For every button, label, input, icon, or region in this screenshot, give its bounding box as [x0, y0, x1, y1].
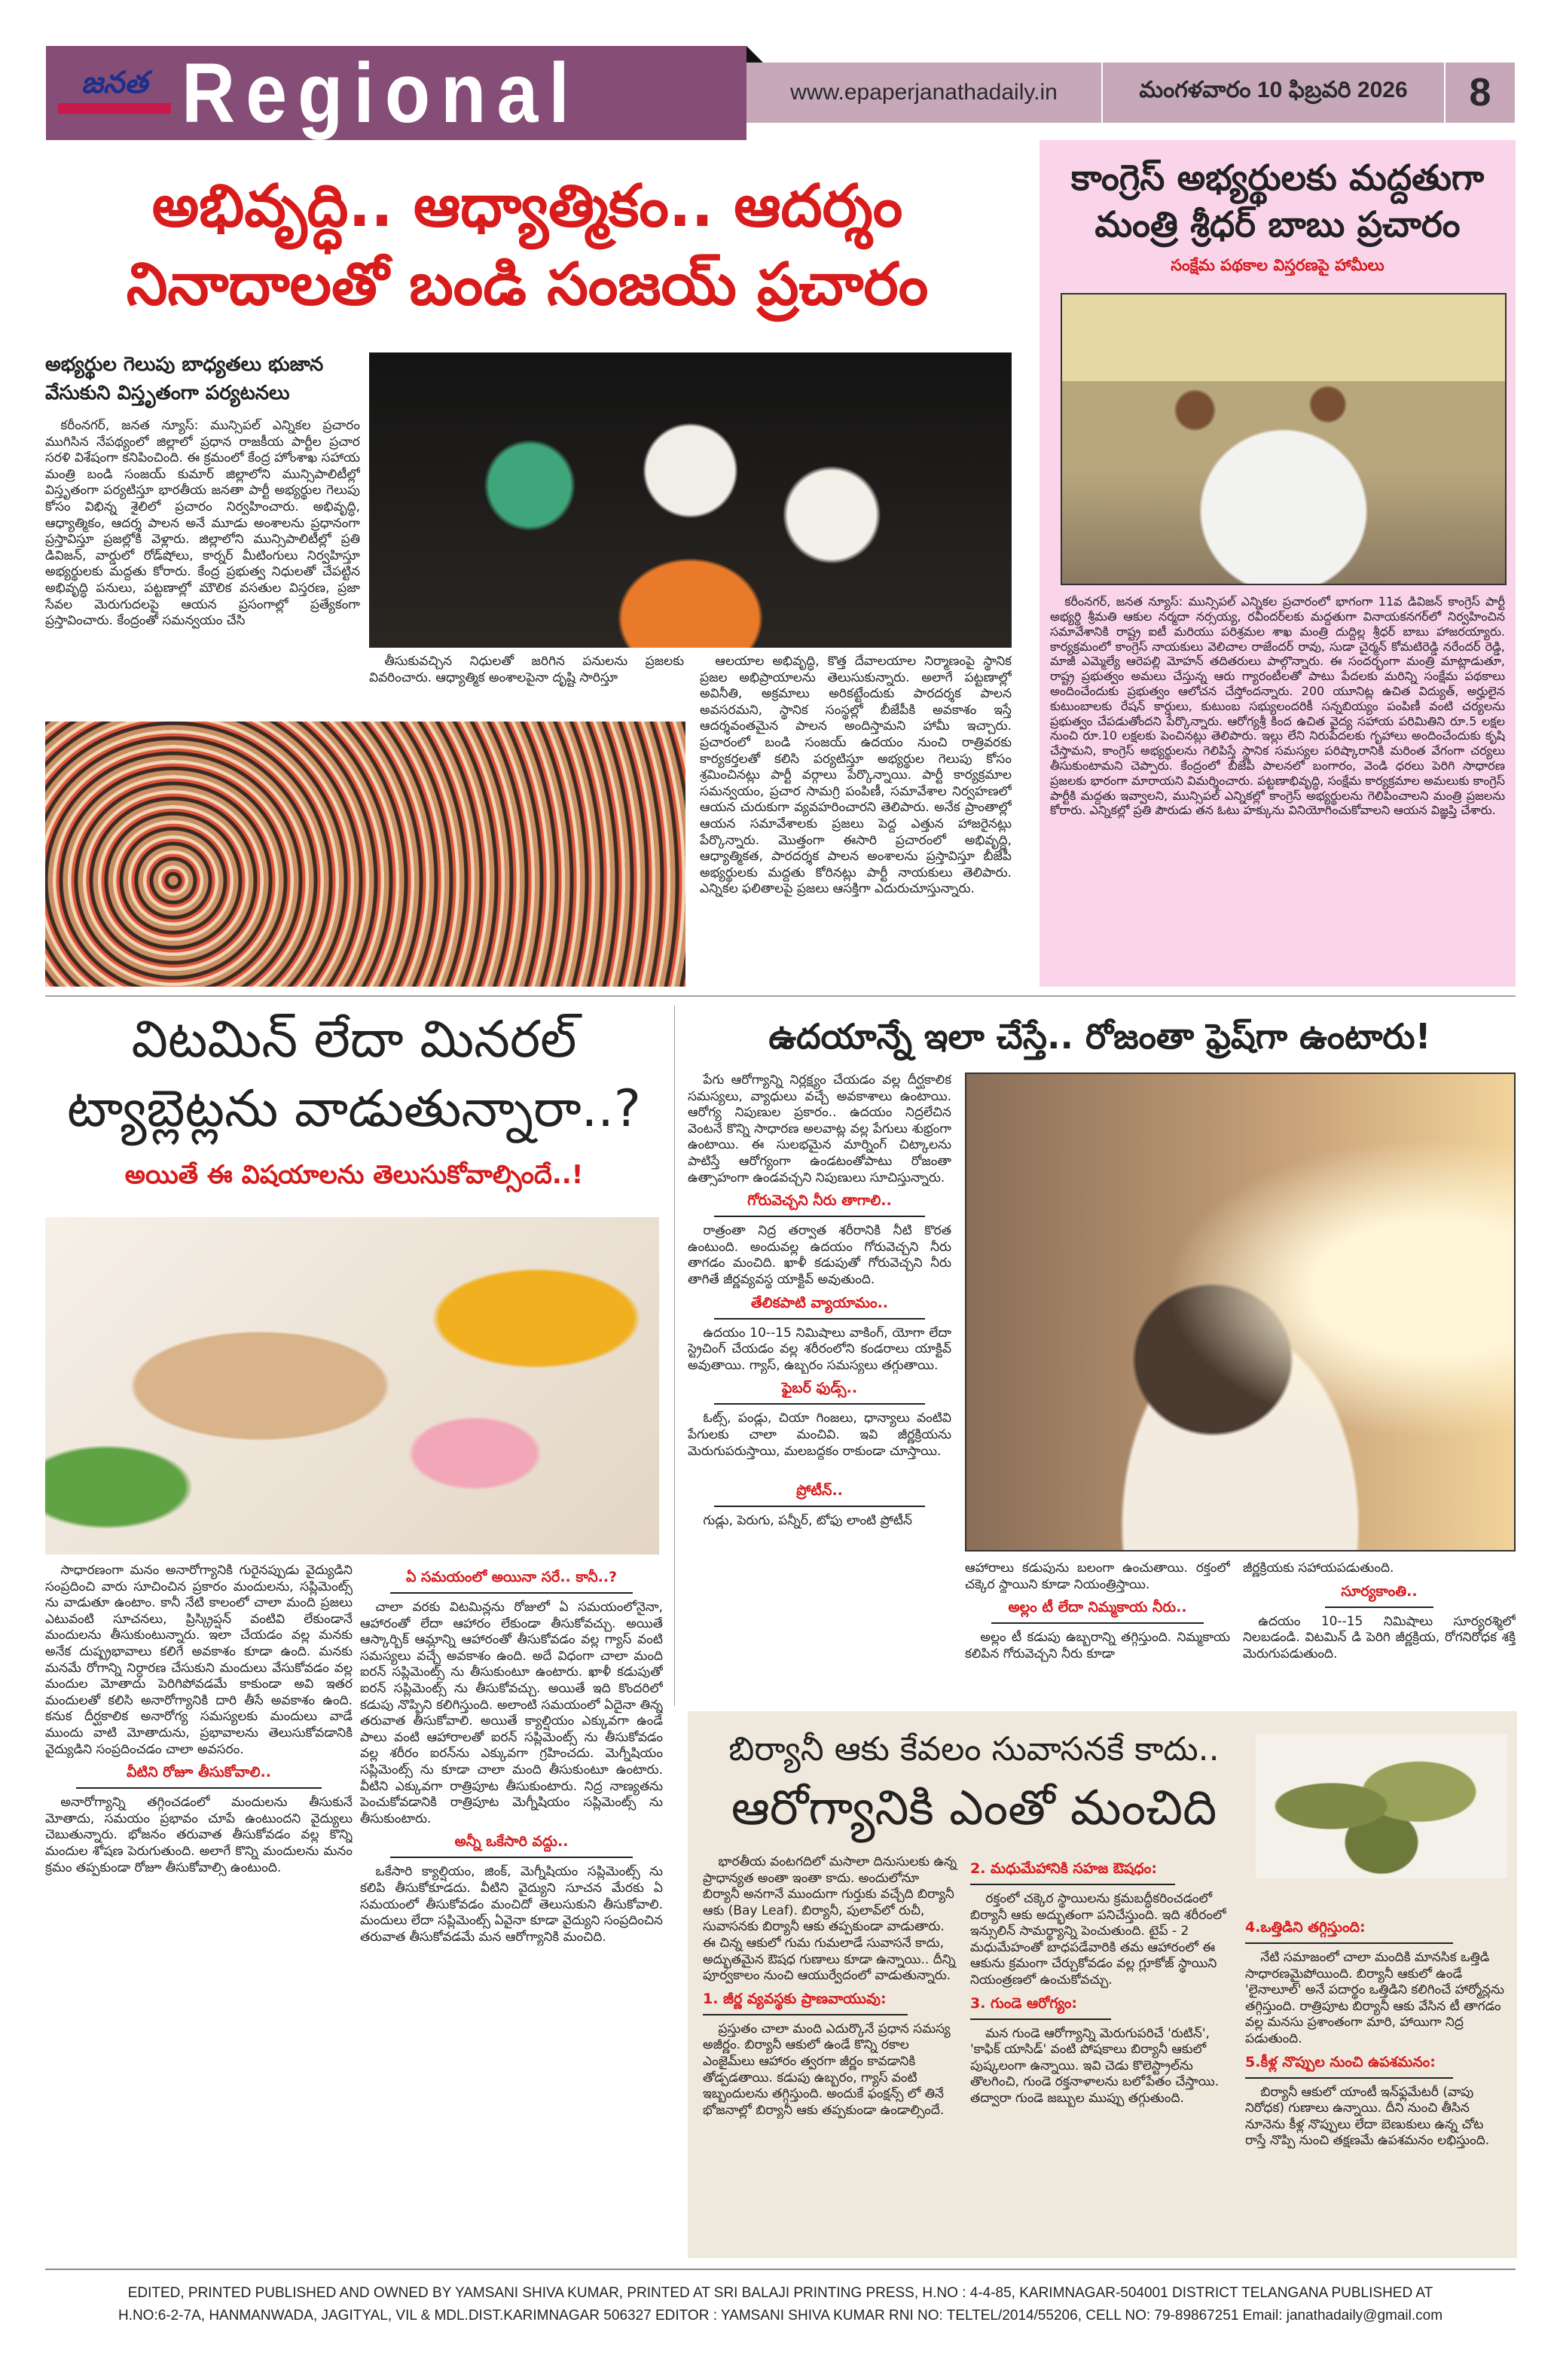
section-heading: ఫైబర్ ఫుడ్స్.. — [714, 1380, 925, 1405]
header-strip — [746, 63, 1515, 123]
vitamin-col2 — [360, 1563, 663, 2256]
paragraph: అల్లం టీ కడుపు ఉబ్బరాన్ని తగ్గిస్తుంది. నిమ్మకాయ కలిపిన గోరువెచ్చని నీరు కూడా — [965, 1630, 1230, 1661]
vitamin-col1 — [45, 1563, 353, 2256]
paragraph: ఓట్స్, పండ్లు, చియా గింజలు, ధాన్యాలు వంటివి పేగులకు చాలా మంచివి. ఇవి జీర్ణక్రియను మెరుగుపరుస్తాయి, మలబద్ధకం రాకుండా చూస్తాయి. — [688, 1411, 951, 1459]
headline-line: మంత్రి శ్రీధర్ బాబు ప్రచారం — [1094, 204, 1461, 246]
morning-col1 — [688, 1073, 951, 1698]
minister-sridhar-babu-photo — [1061, 293, 1507, 585]
section-heading: 2. మధుమేహానికి సహజ ఔషధం: — [970, 1860, 1175, 1885]
section-heading: ఏ సమయంలో అయినా సరే.. కానీ..? — [390, 1569, 633, 1594]
congress-subheading: సంక్షేమ పథకాల విస్తరణపై హామీలు — [1171, 256, 1385, 274]
imprint-line: EDITED, PRINTED PUBLISHED AND OWNED BY YAMSANI SHIVA KUMAR, PRINTED AT SRI BALAJI PRINTING PRESS, H.NO : 4-4-85, KARIMNAGAR-504001 DISTRICT TELANGANA PUBLISHED AT — [127, 2285, 1433, 2301]
section-title: Regional — [182, 46, 580, 140]
congress-body: కరీంనగర్, జనత న్యూస్: మున్సిపల్ ఎన్నికల ప్రచారంలో భాగంగా 11వ డివిజన్ కాంగ్రెస్ పార్టీ అభ్యర్థి శ్రీమతి ఆకుల నర్మదా నర్సయ్య, రవీందర్‌లకు మద్దతుగా వినాయకనగర్‌లో నిర్వహించిన సమావేశానికి రాష్ట్ర ఐటీ మరియు పరిశ్రమల శాఖ మంత్రి దుద్దిల్ల శ్రీధర్ బాబు హాజరయ్యారు. కార్యక్రమంలో కాంగ్రెస్ నాయకులు వెలిచాల రాజేందర్ రావు, సుడా చైర్మన్ కోమటిరెడ్డి నరేందర్ రెడ్డి, మాజీ ఎమ్మెల్యే ఆరెపల్లి మోహన్ తదితరులు పాల్గొన్నారు. ఈ సందర్భంగా మంత్రి మాట్లాడుతూ, రాష్ట్ర ప్రభుత్వం అమలు చేస్తున్న ఆరు గ్యారంటీలతో పాటు పేదలకు మరిన్ని సంక్షేమ పథకాలు అందించేందుకు ప్రభుత్వం ఆలోచన చేస్తోందన్నారు. 200 యూనిట్ల ఉచిత విద్యుత్, అర్హులైన కుటుంబాలకు రేషన్ కార్డులు, కుటుంబ సభ్యులందరికీ సన్నబియ్యం పంపిణీ వంటి చర్యలను ప్రభుత్వం చేపడుతోందని పేర్కొన్నారు. ఆరోగ్యశ్రీ కింద ఉచిత వైద్య సహాయ పరిమితిని రూ.5 లక్షల నుంచి రూ.10 లక్షలకు పెంచినట్లు తెలిపారు. ఇల్లు లేని నిరుపేదలకు గృహాలు అందించేందుకు కృషి చేస్తామని, కాంగ్రెస్ అభ్యర్థులను గెలిపిస్తే స్థానిక సమస్యల పరిష్కారానికి మరింత వేగంగా చర్యలు తీసుకుంటామని చెప్పారు. కేంద్రంలో బీజేపీ పాలనలో బంగారం, వెండి ధరలు పెరిగి సాధారణ ప్రజలకు భారంగా మారాయని విమర్శించారు. పట్టణాభివృద్ధి, సంక్షేమ కార్యక్రమాల అమలుకు కాంగ్రెస్ పార్టీకి మద్దతు ఇవ్వాలని, మున్సిపల్ ఎన్నికల్లో కాంగ్రెస్ అభ్యర్థులను గెలిపించాలని మంత్రి ప్రజలను కోరారు. ఎన్నికల్లో ప్రతి పౌరుడు తన ఓటు హక్కును వినియోగించుకోవాలని ఆయన విజ్ఞప్తి చేశారు. — [1050, 594, 1505, 818]
headline-line: బిర్యానీ ఆకు కేవలం సువాసనకే కాదు.. — [728, 1730, 1220, 1768]
paragraph: ఉదయం 10--15 నిమిషాలు సూర్యరశ్మిలో నిలబడండి. విటమిన్ డి పెరిగి జీర్ణక్రియ, రోగనిరోధక శక్తి మెరుగుపడుతుంది. — [1243, 1613, 1516, 1661]
footer-rule — [45, 2269, 1516, 2270]
paragraph: ఒకేసారి క్యాల్షియం, జింక్, మెగ్నీషియం సప్లిమెంట్స్ ను కలిపి తీసుకోకూడదు. వీటిని వైద్యుని సూచన మేరకు ఏ సమయంలో తీసుకోవడం మంచిదో తెలుసుకుని తీసుకోవాలి. మందులు లేదా సప్లిమెంట్స్ ఏవైనా కూడా వైద్యుని సంప్రదించిన తరువాత తీసుకోవడమే మన ఆరోగ్యానికి మంచిది. — [360, 1864, 663, 1945]
paragraph: జీర్ణక్రియకు సహాయపడుతుంది. — [1243, 1561, 1394, 1576]
section-heading: వీటిని రోజూ తీసుకోవాలి.. — [76, 1764, 322, 1789]
section-heading: 1. జీర్ణ వ్యవస్థకు ప్రాణవాయువు: — [703, 1991, 908, 2015]
bjp-body-col1: కరీంనగర్, జనత న్యూస్: మున్సిపల్ ఎన్నికల ప్రచారం ముగిసిన నేపథ్యంలో జిల్లాలో ప్రధాన రాజకీయ పార్టీల ప్రచార సరళి విశేషంగా కనిపించింది. ఈ క్రమంలో కేంద్ర హోంశాఖ సహాయ మంత్రి బండి సంజయ్ కుమార్ జిల్లాలోని మున్సిపాలిటీల్లో విస్తృతంగా పర్యటిస్తూ భారతీయ జనతా పార్టీ అభ్యర్థుల గెలుపు కోసం విభిన్న శైలిలో ప్రచారం నిర్వహించారు. అభివృద్ధి, ఆధ్యాత్మికం, ఆదర్శ పాలన అనే మూడు అంశాలను ప్రధానంగా ప్రస్తావిస్తూ ప్రజల్లోకి వెళ్లారు. జిల్లాలోని మున్సిపాలిటీల్లో ప్రతి డివిజన్, వార్డులో రోడ్‌షోలు, కార్నర్ మీటింగులు నిర్వహిస్తూ అభ్యర్థులకు మద్దతు కోరారు. కేంద్ర ప్రభుత్వ నిధులతో చేపట్టిన అభివృద్ధి పనులు, పట్టణాల్లో మౌలిక వసతుల విస్తరణ, ప్రజా సేవల మెరుగుదలపై ఆయన ప్రసంగాల్లో ప్రత్యేకంగా ప్రస్తావించారు. కేంద్రంతో సమన్వయం చేసి — [45, 418, 360, 629]
section-heading: 3. గుండె ఆరోగ్యం: — [970, 1995, 1111, 2020]
bay-leaves-photo — [1256, 1734, 1507, 1878]
section-heading: ప్రోటీన్.. — [714, 1482, 925, 1507]
paragraph: రాత్రంతా నిద్ర తర్వాత శరీరానికి నీటి కొరత ఉంటుంది. అందువల్ల ఉదయం గోరువెచ్చని నీరు తాగడం మంచిది. ఖాళీ కడుపుతో గోరువెచ్చని నీరు తాగితే జీర్ణవ్యవస్థ యాక్టివ్ అవుతుంది. — [688, 1223, 951, 1287]
paragraph: ఉదయం 10--15 నిమిషాలు వాకింగ్, యోగా లేదా స్ట్రెచింగ్ చేయడం వల్ల శరీరంలోని కండరాలు యాక్టివ్ అవుతాయి. గ్యాస్, ఉబ్బరం సమస్యలు తగ్గుతాయి. — [688, 1325, 951, 1373]
paragraph: చాలా వరకు విటమిన్లను రోజులో ఏ సమయంలోనైనా, ఆహారంతో లేదా ఆహారం లేకుండా తీసుకోవచ్చు. అయితే ఆస్కార్బిక్ ఆమ్లాన్ని ఆహారంతో తీసుకోవడం వల్ల గ్యాస్ వంటి సమస్యలు వచ్చే అవకాశం ఉంది. అదే విధంగా చాలా మంది ఐరన్ సప్లిమెంట్స్ ను తీసుకుంటూ ఉంటారు. ఖాళీ కడుపుతో ఐరన్ సప్లిమెంట్స్ ను తీసుకోవచ్చు. అయితే ఇది కొందరిలో కడుపు నొప్పిని కలిగిస్తుంది. అలాంటి సమయంలో ఏదైనా తిన్న తరువాత తీసుకోవాలి. అయితే క్యాల్షియం ఎక్కువగా ఉండే పాలు వంటి ఆహారాలతో ఐరన్ సప్లిమెంట్స్ ను తీసుకోవడం వల్ల శరీరం ఐరన్‌ను ఎక్కువగా గ్రహించదు. మెగ్నీషియం సప్లిమెంట్స్ ను కూడా చాలా మంది తీసుకుంటూ ఉంటారు. వీటిని ఎక్కువగా రాత్రిపూట తీసుకుంటారు. నిద్ర నాణ్యతను పెంచుకోవడానికి రాత్రిపూట మెగ్నీషియం సప్లిమెంట్స్ ను తీసుకుంటారు. — [360, 1600, 663, 1826]
paragraph: పేగు ఆరోగ్యాన్ని నిర్లక్ష్యం చేయడం వల్ల దీర్ఘకాలిక సమస్యలు, వ్యాధులు వచ్చే అవకాశాలు ఉంటాయి. ఆరోగ్య నిపుణుల ప్రకారం.. ఉదయం నిద్రలేచిన వెంటనే కొన్ని సాధారణ అలవాట్ల వల్ల పేగులు శుభ్రంగా ఉంటాయి. ఈ సులభమైన మార్నింగ్ చిట్కాలను పాటిస్తే ఆరోగ్యంగా ఉండటంతోపాటు రోజంతా ఉత్సాహంగా ఉండవచ్చని నిపుణులు సూచిస్తున్నారు. — [688, 1073, 951, 1185]
issue-date: మంగళవారం 10 ఫిబ్రవరి 2026 — [1103, 63, 1446, 123]
paragraph: ప్రస్తుతం చాలా మంది ఎదుర్కొనే ప్రధాన సమస్య అజీర్ణం. బిర్యానీ ఆకులో ఉండే కొన్ని రకాల ఎంజైమ్‌లు ఆహారం త్వరగా జీర్ణం కావడానికి తోడ్పడతాయి. కడుపు ఉబ్బరం, గ్యాస్ వంటి ఇబ్బందులను తగ్గిస్తుంది. అందుకే ఫంక్షన్స్ లో తినే భోజనాల్లో బిర్యానీ ఆకు తప్పకుండా ఉండాల్సిందే. — [703, 2021, 951, 2118]
paragraph: మన గుండె ఆరోగ్యాన్ని మెరుగుపరిచే 'రుటిన్', 'కాఫిక్ యాసిడ్' వంటి పోషకాలు బిర్యానీ ఆకులో పుష్కలంగా ఉన్నాయి. ఇవి చెడు కొలెస్ట్రాల్‌ను తొలగించి, గుండె రక్తనాళాలను బలోపేతం చేస్తాయి. తద్వారా గుండె జబ్బుల ముప్పు తగ్గుతుంది. — [970, 2025, 1220, 2106]
vitamin-subheading: అయితే ఈ విషయాలను తెలుసుకోవాల్సిందే..! — [124, 1160, 584, 1190]
congress-headline — [1040, 155, 1516, 249]
imprint-line: H.NO:6-2-7A, HANMANWADA, JAGITYAL, VIL & MDL.DIST.KARIMNAGAR 506327 EDITOR : YAMSANI SHIVA KUMAR RNI NO: TELTEL/2014/55206, CELL NO: 79-89867251 Email: janathadaily@gmail.com — [118, 2308, 1443, 2324]
paragraph: అనారోగ్యాన్ని తగ్గించడంలో మందులను తీసుకునే మోతాదు, సమయం ప్రభావం చూపే ఉంటుందని వైద్యులు చెబుతున్నారు. భోజనం తరువాత తీసుకోవడం వల్ల కొన్ని మందుల శోషణ పెరుగుతుంది. అలాగే కొన్ని మందులను మనం క్రమం తప్పకుండా రోజూ తీసుకోవాల్సి ఉంటుంది. — [45, 1795, 353, 1875]
website-link[interactable]: www.epaperjanathadaily.in — [746, 63, 1103, 123]
congress-box — [1040, 140, 1516, 987]
imprint-footer — [45, 2282, 1516, 2327]
morning-col2 — [965, 1561, 1230, 1696]
section-heading: 4.ఒత్తిడిని తగ్గిస్తుంది: — [1245, 1919, 1453, 1944]
headline-line: అభివృద్ధి.. ఆధ్యాత్మికం.. ఆదర్శం — [151, 172, 903, 240]
morning-stretch-photo — [965, 1073, 1516, 1552]
paragraph: రక్తంలో చక్కెర స్థాయిలను క్రమబద్ధీకరించడంలో బిర్యానీ ఆకు అద్భుతంగా పనిచేస్తుంది. ఇది శరీరంలో ఇన్సులిన్ సామర్థ్యాన్ని పెంచుతుంది. టైప్ - 2 మధుమేహంతో బాధపడేవారికి తమ ఆహారంలో ఈ ఆకును క్రమంగా చేర్చుకోవడం వల్ల గ్లూకోజ్ స్థాయిని నియంత్రణలో ఉంచుకోవచ్చు. — [970, 1891, 1226, 1988]
bjp-body-col3: ఆలయాల అభివృద్ధి, కొత్త దేవాలయాల నిర్మాణంపై స్థానిక ప్రజల అభిప్రాయాలను తెలుసుకున్నారు. అలాగే పట్టణాల్లో అవినీతి, అక్రమాలు అరికట్టేందుకు పారదర్శక పాలన అవసరమని, స్థానిక సంస్థల్లో బీజేపీకి అవకాశం ఇస్తే ఆదర్శవంతమైన పాలన అందిస్తామని హామీ ఇచ్చారు. ప్రచారంలో బండి సంజయ్ ఉదయం నుంచి రాత్రివరకు కార్యకర్తలతో కలిసి పర్యటిస్తూ అభ్యర్థుల గెలుపు కోసం శ్రమించినట్లు పార్టీ వర్గాలు పేర్కొన్నాయి. పార్టీ కార్యక్రమాల సమన్వయం, ప్రచార సామగ్రి పంపిణీ, సమావేశాల నిర్వహణలో ఆయన చురుకుగా వ్యవహరించారని తెలిపారు. అనేక ప్రాంతాల్లో ఆయన సమావేశాలకు ప్రజలు పెద్ద ఎత్తున హాజరైనట్లు పేర్కొన్నారు. మొత్తంగా ఈసారి ప్రచారంలో అభివృద్ధి, ఆధ్యాత్మికత, పారదర్శక పాలన అంశాలను ప్రస్తావిస్తూ బీజేపీ అభ్యర్థులకు మద్దతు కోరినట్లు పార్టీ నాయకులు తెలిపారు. ఎన్నికల ఫలితాలపై ప్రజలు ఆసక్తిగా ఎదురుచూస్తున్నారు. — [700, 654, 1012, 897]
section-heading: సూర్యకాంతి.. — [1325, 1583, 1434, 1608]
morning-col3 — [1243, 1561, 1516, 1696]
supplement-capsules-photo — [45, 1217, 659, 1555]
paragraph: నేటి సమాజంలో చాలా మందికి మానసిక ఒత్తిడి సాధారణమైపోయింది. బిర్యానీ ఆకులో ఉండే 'లైనాలూల్' అనే పదార్థం ఒత్తిడిని కలిగించే హార్మోన్లను తగ్గిస్తుంది. రాత్రిపూట బిర్యానీ ఆకు వేసిన టీ తాగడం వల్ల మనసు ప్రశాంతంగా మారి, హాయిగా నిద్ర పడుతుంది. — [1245, 1950, 1504, 2046]
paragraph: భారతీయ వంటగదిలో మసాలా దినుసులకు ఉన్న ప్రాధాన్యత అంతా ఇంతా కాదు. అందులోనూ బిర్యానీ అనగానే ముందుగా గుర్తుకు వచ్చేది బిర్యానీ ఆకు (Bay Leaf). బిర్యానీ, పులావ్‌లో రుచీ, సువాసనకు బిర్యానీ ఆకు తప్పకుండా వాడుతారు. ఈ చిన్న ఆకులో గుమ గుమలాడే సువాసనే కాదు, అద్భుతమైన ఔషధ గుణాలు కూడా ఉన్నాయి.. దీన్ని పూర్వకాలం నుంచి ఆయుర్వేదంలో వాడుతున్నారు. — [703, 1854, 957, 1984]
bjp-headline — [41, 167, 1013, 324]
biryani-col2 — [970, 1854, 1226, 2253]
headline-line: విటమిన్ లేదా మినరల్ — [131, 1010, 577, 1069]
paragraph: గుడ్లు, పెరుగు, పన్నీర్, టోఫు లాంటి ప్రోటీన్ — [703, 1513, 912, 1529]
morning-headline: ఉదయాన్నే ఇలా చేస్తే.. రోజంతా ఫ్రెష్‌గా ఉంటారు! — [768, 1016, 1431, 1057]
page-number: 8 — [1469, 71, 1491, 114]
section-heading: అల్లం టీ లేదా నిమ్మకాయ నీరు.. — [991, 1599, 1204, 1624]
column-divider — [674, 1005, 675, 1706]
bjp-subheading: అభ్యర్థుల గెలుపు బాధ్యతలు భుజాన వేసుకుని విస్తృతంగా పర్యటనలు — [45, 353, 324, 404]
biryani-box — [688, 1711, 1517, 2258]
section-heading: 5.కీళ్ల నొప్పుల నుంచి ఉపశమనం: — [1245, 2054, 1453, 2079]
paragraph: ఆహారాలు కడుపును బలంగా ఉంచుతాయి. రక్తంలో చక్కెర స్థాయిని కూడా నియంత్రిస్తాయి. — [965, 1561, 1230, 1592]
logo-text: జనత — [81, 66, 148, 100]
headline-line: ట్యాబ్లెట్లను వాడుతున్నారా..? — [67, 1079, 641, 1139]
paragraph: బిర్యానీ ఆకులో యాంటీ ఇన్‌ఫ్లమేటరీ (వాపు నిరోధక) గుణాలు ఉన్నాయి. దీని నుంచి తీసిన నూనెను కీళ్ల నొప్పులు లేదా బెణుకులు ఉన్న చోట రాస్తే నొప్పి నుంచి తక్షణమే ఉపశమనం లభిస్తుంది. — [1245, 2084, 1490, 2149]
masthead-corner — [746, 46, 763, 63]
section-heading: గోరువెచ్చని నీరు తాగాలి.. — [714, 1192, 925, 1217]
headline-line: ఆరోగ్యానికి ఎంతో మంచిది — [731, 1780, 1217, 1836]
janatha-logo — [58, 66, 171, 118]
bandi-sanjay-rally-photo — [369, 352, 1012, 648]
crowd-rally-photo — [45, 722, 685, 987]
paragraph: సాధారణంగా మనం అనారోగ్యానికి గురైనప్పుడు వైద్యుడిని సంప్రదించి వారు సూచించిన ప్రకారం మందులను, సప్లిమెంట్స్ ను వాడుతూ ఉంటాం. కానీ నేటి కాలంలో చాలా మంది ప్రజలు ఎటువంటి సూచనలు, ప్రిస్క్రిప్షన్ వంటివి లేకుండానే మందులను తీసుకుంటున్నారు. ఇలా చేయడం వల్ల మనకు అనేక దుష్ప్రభావాలు కలిగే అవకాశం కూడా ఉంది. మనకు మనమే రోగాన్ని నిర్ధారణ చేసుకుని మందులు వేసుకోవడం వల్ల మందుల మోతాదు పెరిగిపోవడమే కాకుండా అవి ఇతర మందులతో కలిసి అనారోగ్యానికి దారి తీసే అవకాశం ఉంది. కనుక దీర్ఘకాలిక అనారోగ్య సమస్యలకు మందులు వాడే ముందు వాటి మోతాదును, ప్రభావాలను తెలుసుకోవడానికి వైద్యుడిని సంప్రదించడం చాలా అవసరం. — [45, 1563, 353, 1757]
logo-strip — [58, 103, 171, 114]
biryani-headline — [695, 1720, 1253, 1838]
biryani-col3 — [1245, 1913, 1505, 2253]
headline-line: నినాదాలతో బండి సంజయ్ ప్రచారం — [126, 251, 929, 319]
vitamin-headline — [41, 1005, 667, 1144]
headline-line: కాంగ్రెస్ అభ్యర్థులకు మద్దతుగా — [1070, 157, 1485, 199]
masthead — [46, 46, 746, 140]
biryani-col1 — [703, 1854, 959, 2253]
section-heading: అన్నీ ఒకేసారి వద్దు.. — [390, 1833, 633, 1858]
section-heading: తేలికపాటి వ్యాయామం.. — [714, 1295, 925, 1320]
bjp-body-col2: తీసుకువచ్చిన నిధులతో జరిగిన పనులను ప్రజలకు వివరించారు. ఆధ్యాత్మిక అంశాలపైనా దృష్టి సారిస్తూ — [369, 654, 684, 685]
